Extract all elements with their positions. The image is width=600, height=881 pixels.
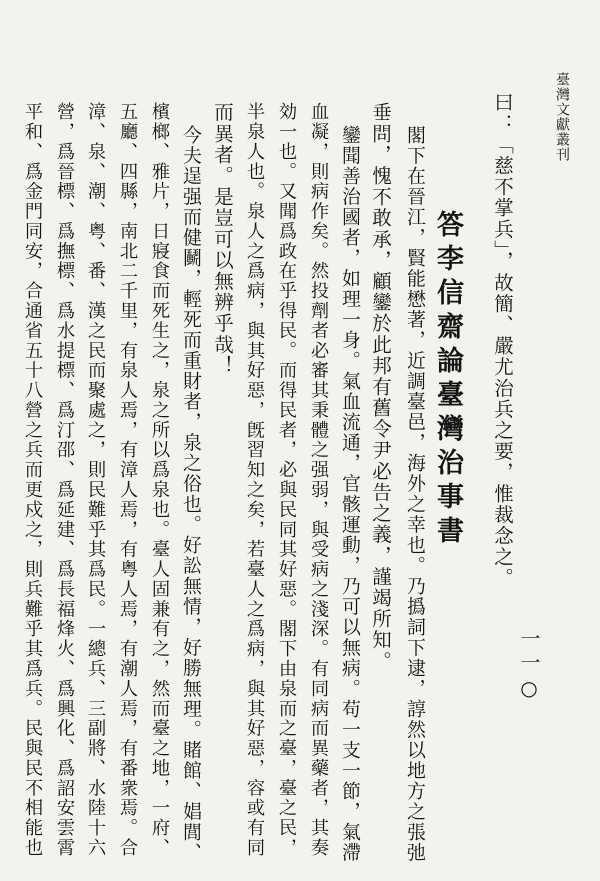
- text-column: 半泉人也。泉人之爲病，與其好惡，旣習知之矣，若臺人之爲病，與其好惡，容或有同: [244, 102, 265, 858]
- text-column: 今夫逞强而健鬭，輕死而重財者，泉之俗也。好訟無情，好勝無理。賭館、娼閭、: [180, 125, 202, 863]
- text-column: 効一也。又聞爲政在乎得民。而得民者，必與民同其好惡。閣下由泉而之臺，臺之民，: [276, 102, 297, 858]
- text-column: 血凝，則病作矣。然投劑者必審其秉體之强弱，與受病之淺深。有同病而異藥者，其奏: [308, 102, 329, 858]
- text-column: 檳榔、雅片，日寢食而死生之，泉之所以爲泉也。臺人固兼有之，然而臺之地，一府、: [149, 102, 170, 858]
- text-column: 垂問，愧不敢承，顧鑾於此邦有舊令尹必告之義，謹竭所知。: [369, 102, 392, 672]
- text-column: 鑾聞善治國者，如理一身。氣血流通，官骸運動，乃可以無病。苟一支一節，氣滯: [339, 125, 361, 863]
- text-column: 五廳、四縣，南北二千里，有泉人焉，有漳人焉，有粤人焉，有潮人焉，有番衆焉。合: [117, 102, 138, 858]
- text-column: 閣下在晉江，賢能懋著，近調臺邑，海外之幸也。乃撝詞下逮，諄然以地方之張弛: [404, 125, 426, 863]
- text-column: 平和、爲金門同安，合通省五十八營之兵而更戍之，則兵難乎其爲兵。民與民不相能也: [22, 102, 43, 858]
- text-column: 曰：「慈不掌兵」，故簡、嚴尤治兵之要，惟裁念之。: [491, 92, 514, 589]
- text-column: 漳、泉、潮、粤、番、漢之民而聚處之，則民難乎其爲民。一總兵、三副將、水陸十六: [85, 102, 106, 858]
- text-column: 營，爲晉標、爲撫標、爲水提標、爲汀邵、爲延建、爲長福烽火、爲興化、爲詔安雲霄: [54, 102, 75, 858]
- text-column: 而異者。是豈可以無辨乎哉！: [211, 102, 234, 377]
- article-title: 答李信齋論臺灣治事書: [432, 210, 463, 550]
- series-title: 臺灣文獻叢刊: [554, 72, 570, 162]
- page-number: 一一○: [517, 628, 541, 704]
